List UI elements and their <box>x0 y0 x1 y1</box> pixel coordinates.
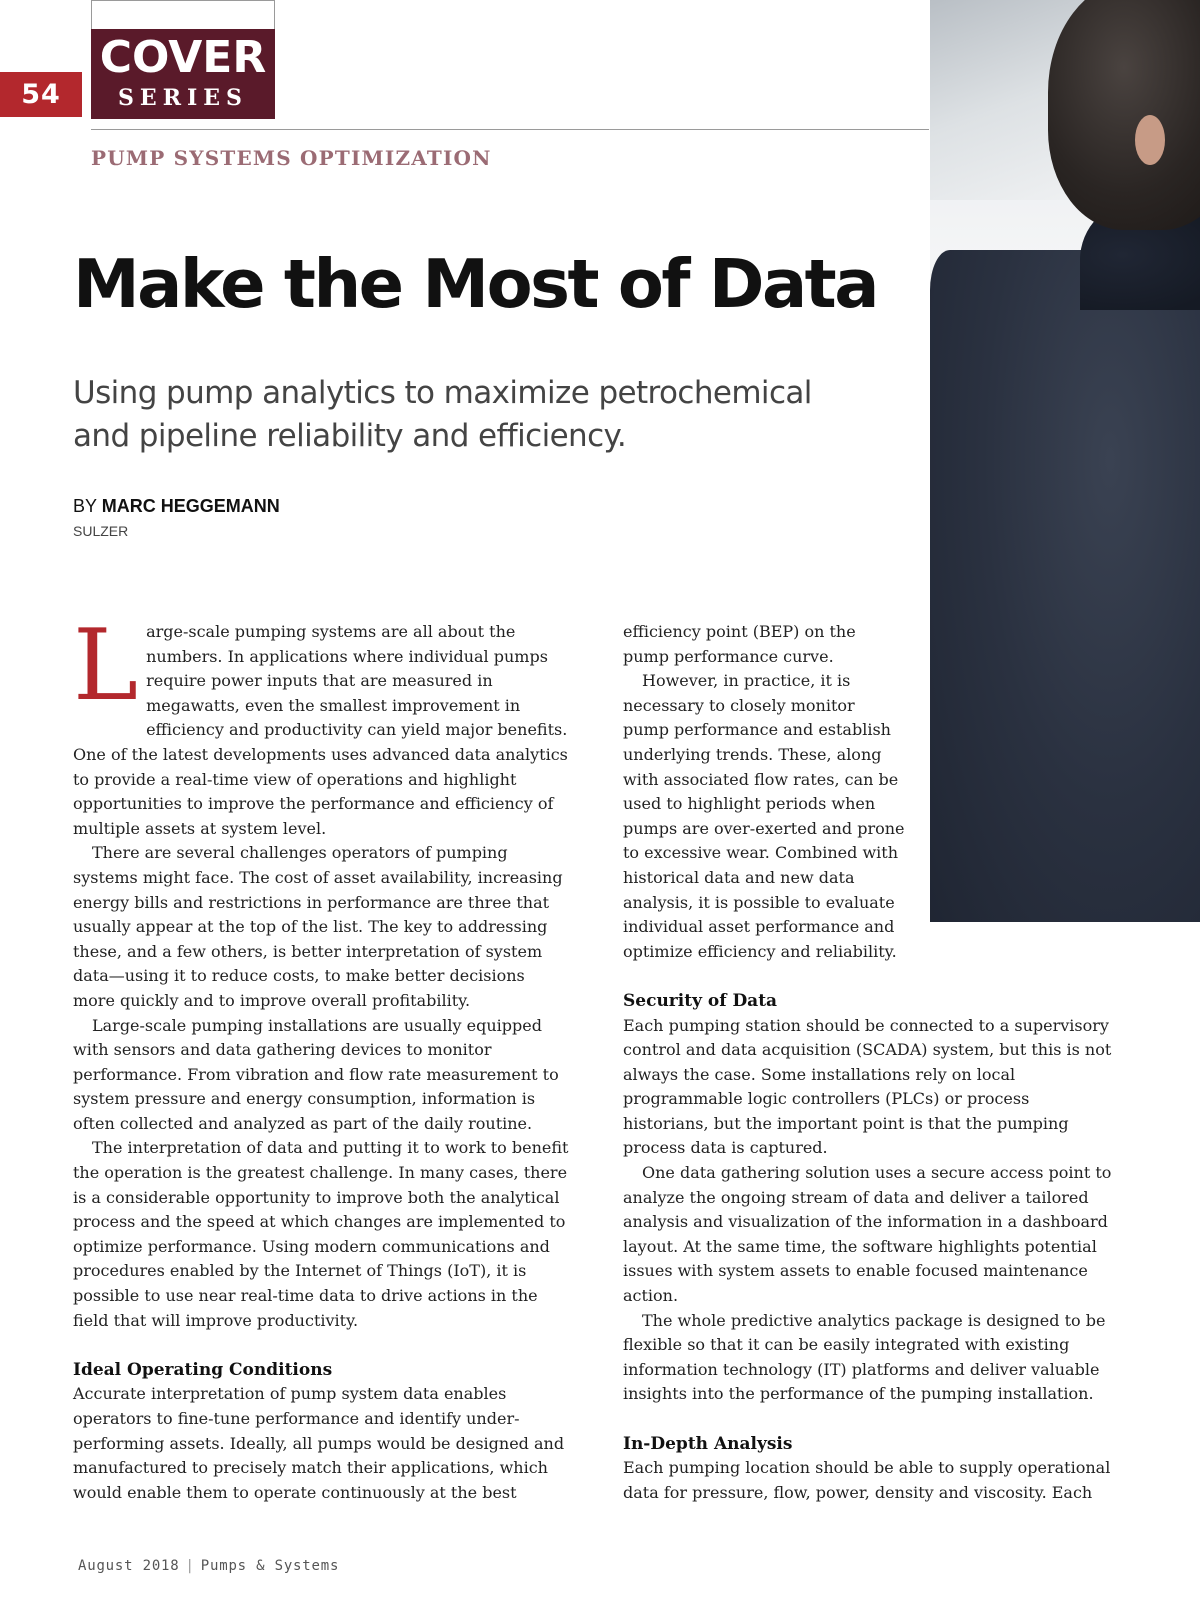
footer-separator: | <box>185 1558 195 1574</box>
article-subtitle: Using pump analytics to maximize petrochemical and pipeline reliability and efficiency. <box>73 375 812 454</box>
footer-publication: Pumps & Systems <box>200 1558 340 1574</box>
paragraph: Accurate interpretation of pump system data enables operators to fine-tune performance and identify under-performing assets. Ideally, all pumps would be designed and manufactured to precisely match their applications, which would enable them to operate continuously at the best <box>73 1384 565 1502</box>
subhead-in-depth-analysis: In-Depth Analysis <box>623 1433 793 1454</box>
subhead-security-of-data: Security of Data <box>623 990 778 1011</box>
page-number: 54 <box>0 72 82 117</box>
paragraph: efficiency point (BEP) on the pump performance curve. <box>623 622 856 666</box>
narrow-block <box>623 620 905 964</box>
subhead-ideal-operating-conditions: Ideal Operating Conditions <box>73 1359 333 1380</box>
photo-ear <box>1135 115 1165 165</box>
footer-date: August 2018 <box>78 1558 180 1574</box>
paragraph: The whole predictive analytics package is designed to be flexible so that it can be easily integrated with existing information technology (IT) platforms and deliver valuable insights into the performance of the pumping installation. <box>623 1310 1106 1404</box>
byline-prefix: BY <box>73 496 97 516</box>
header-rule <box>91 129 929 130</box>
body-column-right <box>623 620 1118 1505</box>
section-label: PUMP SYSTEMS OPTIMIZATION <box>91 146 492 170</box>
paragraph: arge-scale pumping systems are all about the numbers. In applications where individual pumps require power inputs that are measured in megawatts, even the smallest improvement in efficiency and productivity can yield major benefits. One of the latest developments uses advanced data analytics to provide a real-time view of operations and highlight opportunities to improve the performance and efficiency of multiple assets at system level. <box>73 622 568 838</box>
paragraph: One data gathering solution uses a secure access point to analyze the ongoing stream of data and deliver a tailored analysis and visualization of the information in a dashboard layout. At the same time, the software highlights potential issues with system assets to enable focused maintenance action. <box>623 1163 1112 1306</box>
paragraph: There are several challenges operators of pumping systems might face. The cost of asset availability, increasing energy bills and restrictions in performance are three that usually appear at the top of the list. The key to addressing these, and a few others, is better interpretation of system data—using it to reduce costs, to make better decisions more quickly and to improve overall profitability. <box>73 843 563 1010</box>
paragraph: Each pumping station should be connected to a supervisory control and data acquisition (SCADA) system, but this is not always the case. Some installations rely on local programmable logic controllers (PLCs) or process historians, but the important point is that the pumping process data is captured. <box>623 1015 1112 1158</box>
byline <box>73 496 280 517</box>
author-name: MARC HEGGEMANN <box>101 496 280 516</box>
photo-head <box>1048 0 1200 230</box>
series-word: SERIES <box>118 85 248 111</box>
body-column-left <box>73 609 571 1505</box>
cover-word: COVER <box>99 32 267 83</box>
article-title: Make the Most of Data <box>73 245 877 323</box>
page-footer <box>78 1558 339 1574</box>
paragraph: However, in practice, it is necessary to closely monitor pump performance and establish underlying trends. These, along with associated flow rates, can be used to highlight periods when pumps are over-exerted and prone to excessive wear. Combined with historical data and new data analysis, it is possible to evaluate individual asset performance and optimize efficiency and reliability. <box>623 671 905 961</box>
cover-series-badge <box>91 28 275 119</box>
badge-frame <box>91 0 275 29</box>
author-affiliation: SULZER <box>73 523 129 539</box>
paragraph: Large-scale pumping installations are usually equipped with sensors and data gathering devices to monitor performance. From vibration and flow rate measurement to system pressure and energy consumption, information is often collected and analyzed as part of the daily routine. <box>73 1015 559 1133</box>
paragraph: The interpretation of data and putting it to work to benefit the operation is the greatest challenge. In many cases, there is a considerable opportunity to improve both the analytical process and the speed at which changes are implemented to optimize performance. Using modern communications and procedures enabled by the Internet of Things (IoT), it is possible to use near real-time data to drive actions in the field that will improve productivity. <box>73 1138 569 1330</box>
drop-cap: L <box>73 609 139 723</box>
paragraph: Each pumping location should be able to supply operational data for pressure, flow, power, density and viscosity. Each <box>623 1458 1111 1502</box>
